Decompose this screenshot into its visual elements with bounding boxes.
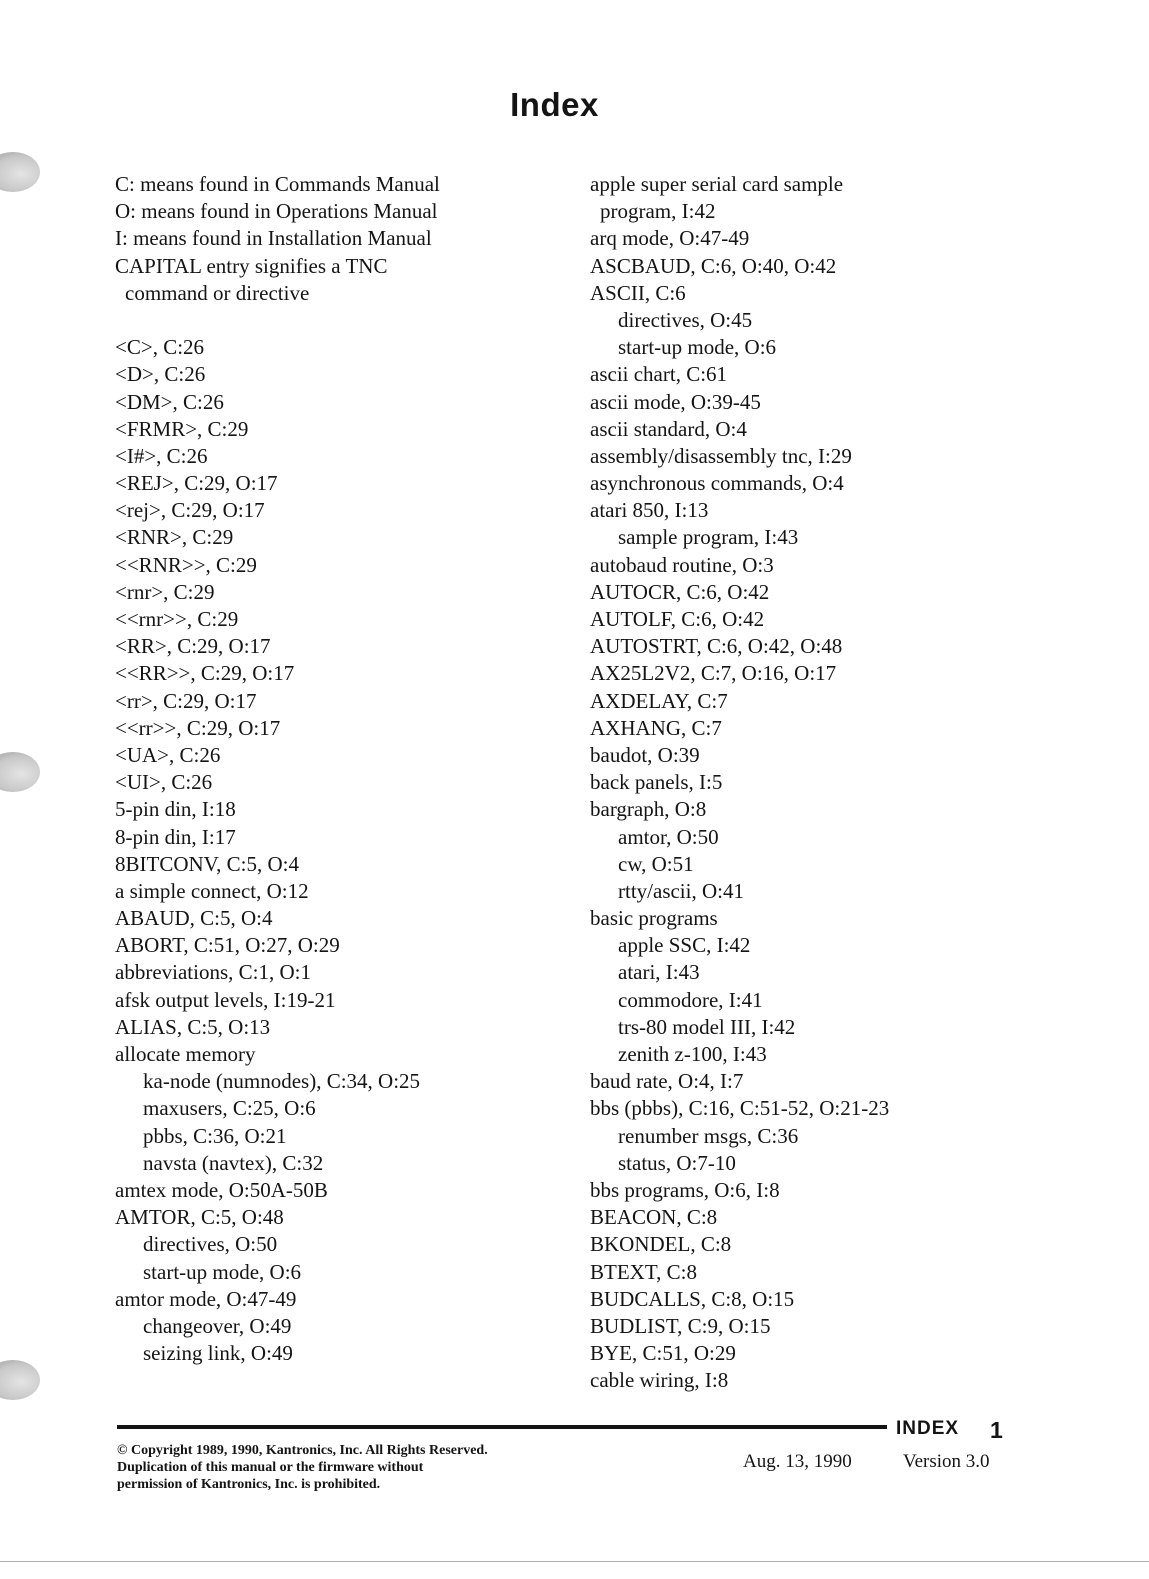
- index-entry: <I#>, C:26: [115, 443, 208, 468]
- index-entry: bbs programs, O:6, I:8: [590, 1177, 780, 1202]
- index-entry: changeover, O:49: [143, 1313, 292, 1338]
- index-entry: a simple connect, O:12: [115, 878, 309, 903]
- index-entry: assembly/disassembly tnc, I:29: [590, 443, 852, 468]
- index-entry: program, I:42: [600, 199, 716, 224]
- revision-date: Aug. 13, 1990: [743, 1451, 852, 1472]
- index-entry: ascii chart, C:61: [590, 362, 728, 387]
- index-entry: BKONDEL, C:8: [590, 1232, 732, 1257]
- index-entry: BTEXT, C:8: [590, 1259, 697, 1284]
- index-entry: basic programs: [590, 906, 718, 931]
- index-entry: directives, O:45: [618, 307, 753, 332]
- index-entry: ABAUD, C:5, O:4: [115, 906, 273, 931]
- binder-hole: [0, 152, 40, 192]
- index-entry: status, O:7-10: [618, 1150, 736, 1175]
- index-entry: <REJ>, C:29, O:17: [115, 471, 278, 496]
- index-entry: asynchronous commands, O:4: [590, 471, 844, 496]
- index-entry: trs-80 model III, I:42: [618, 1014, 796, 1039]
- index-entry: command or directive: [125, 280, 310, 305]
- spacer: [115, 307, 565, 334]
- index-entry: AXDELAY, C:7: [590, 688, 728, 713]
- index-entry: amtex mode, O:50A-50B: [115, 1177, 328, 1202]
- index-entry: bargraph, O:8: [590, 797, 707, 822]
- index-entry: BYE, C:51, O:29: [590, 1341, 736, 1366]
- copyright-notice: [117, 1442, 597, 1493]
- index-entry: zenith z-100, I:43: [618, 1042, 767, 1066]
- index-entry: ka-node (numnodes), C:34, O:25: [143, 1069, 421, 1094]
- page-title: Index: [510, 86, 599, 123]
- index-entry: maxusers, C:25, O:6: [143, 1096, 316, 1121]
- index-entry: <<rnr>>, C:29: [115, 607, 239, 631]
- index-entry: BUDCALLS, C:8, O:15: [590, 1286, 795, 1311]
- index-entry: AX25L2V2, C:7, O:16, O:17: [590, 661, 837, 686]
- index-entry: back panels, I:5: [590, 770, 723, 795]
- index-entry: commodore, I:41: [618, 987, 763, 1012]
- footer-section-label: INDEX: [896, 1418, 960, 1439]
- index-entry: 8BITCONV, C:5, O:4: [115, 851, 299, 876]
- index-entry: ALIAS, C:5, O:13: [115, 1014, 271, 1039]
- index-entry: <<rr>>, C:29, O:17: [115, 715, 281, 740]
- index-entry: bbs (pbbs), C:16, C:51-52, O:21-23: [590, 1096, 890, 1121]
- index-entry: arq mode, O:47-49: [590, 226, 750, 251]
- index-entry: sample program, I:43: [618, 525, 799, 550]
- version-label: Version 3.0: [903, 1451, 990, 1472]
- footer-rule: [117, 1425, 887, 1429]
- index-entry: <RNR>, C:29: [115, 525, 234, 550]
- index-entry: ascii standard, O:4: [590, 416, 747, 441]
- index-entry: 5-pin din, I:18: [115, 797, 236, 822]
- index-entry: <FRMR>, C:29: [115, 416, 249, 441]
- index-entry: ASCBAUD, C:6, O:40, O:42: [590, 253, 837, 278]
- page-number: 1: [990, 1417, 1003, 1443]
- index-entry: <C>, C:26: [115, 335, 205, 360]
- index-column-left: [115, 171, 565, 1367]
- index-entry: AUTOSTRT, C:6, O:42, O:48: [590, 634, 843, 659]
- index-entry: autobaud routine, O:3: [590, 552, 774, 577]
- index-entry: directives, O:50: [143, 1232, 278, 1257]
- index-entry: ABORT, C:51, O:27, O:29: [115, 933, 340, 958]
- index-entry: apple SSC, I:42: [618, 933, 751, 958]
- index-entry: cable wiring, I:8: [590, 1368, 729, 1393]
- index-entry: <rr>, C:29, O:17: [115, 688, 257, 713]
- index-entry: baud rate, O:4, I:7: [590, 1069, 744, 1094]
- index-entry: rtty/ascii, O:41: [618, 878, 744, 903]
- index-entry: AXHANG, C:7: [590, 715, 722, 740]
- index-entry: atari, I:43: [618, 960, 700, 985]
- index-entry: <D>, C:26: [115, 362, 206, 387]
- index-entry: BUDLIST, C:9, O:15: [590, 1313, 771, 1338]
- index-entry: apple super serial card sample: [590, 172, 844, 196]
- index-entry: ASCII, C:6: [590, 280, 686, 305]
- index-entry: start-up mode, O:6: [618, 335, 777, 360]
- index-entry: I: means found in Installation Manual: [115, 226, 432, 251]
- copyright-line: permission of Kantronics, Inc. is prohibited.: [117, 1477, 381, 1492]
- index-entry: AMTOR, C:5, O:48: [115, 1205, 284, 1230]
- index-entry: amtor mode, O:47-49: [115, 1286, 297, 1311]
- index-entry: C: means found in Commands Manual: [115, 172, 440, 196]
- index-entry: afsk output levels, I:19-21: [115, 987, 336, 1012]
- index-entry: navsta (navtex), C:32: [143, 1150, 324, 1175]
- index-entry: pbbs, C:36, O:21: [143, 1123, 287, 1148]
- index-entry: BEACON, C:8: [590, 1205, 718, 1230]
- index-entry: O: means found in Operations Manual: [115, 199, 438, 224]
- index-entry: start-up mode, O:6: [143, 1259, 302, 1284]
- index-entry: baudot, O:39: [590, 742, 700, 767]
- index-entry: amtor, O:50: [618, 824, 719, 849]
- index-entry: <rej>, C:29, O:17: [115, 498, 265, 523]
- index-entry: CAPITAL entry signifies a TNC: [115, 253, 388, 278]
- index-entry: atari 850, I:13: [590, 498, 709, 523]
- index-entry: AUTOLF, C:6, O:42: [590, 607, 765, 631]
- scan-edge-line: [0, 1561, 1149, 1562]
- index-entry: <rnr>, C:29: [115, 579, 215, 604]
- index-entry: <RR>, C:29, O:17: [115, 634, 271, 659]
- index-entry: 8-pin din, I:17: [115, 824, 236, 849]
- binder-hole: [0, 1360, 40, 1400]
- index-column-right: [590, 171, 1090, 1394]
- index-entry: <UA>, C:26: [115, 742, 221, 767]
- index-entry: cw, O:51: [618, 851, 694, 876]
- index-entry: <<RNR>>, C:29: [115, 552, 257, 577]
- index-entry: renumber msgs, C:36: [618, 1123, 799, 1148]
- index-entry: abbreviations, C:1, O:1: [115, 960, 311, 985]
- index-entry: <<RR>>, C:29, O:17: [115, 661, 295, 686]
- binder-hole: [0, 752, 40, 792]
- index-entry: AUTOCR, C:6, O:42: [590, 579, 770, 604]
- index-entry: seizing link, O:49: [143, 1341, 293, 1366]
- index-entry: <DM>, C:26: [115, 389, 224, 414]
- index-entry: <UI>, C:26: [115, 770, 213, 795]
- index-entry: allocate memory: [115, 1042, 256, 1066]
- index-entry: ascii mode, O:39-45: [590, 389, 761, 414]
- copyright-line: © Copyright 1989, 1990, Kantronics, Inc. All Rights Reserved.: [117, 1443, 488, 1458]
- copyright-line: Duplication of this manual or the firmware without: [117, 1460, 424, 1475]
